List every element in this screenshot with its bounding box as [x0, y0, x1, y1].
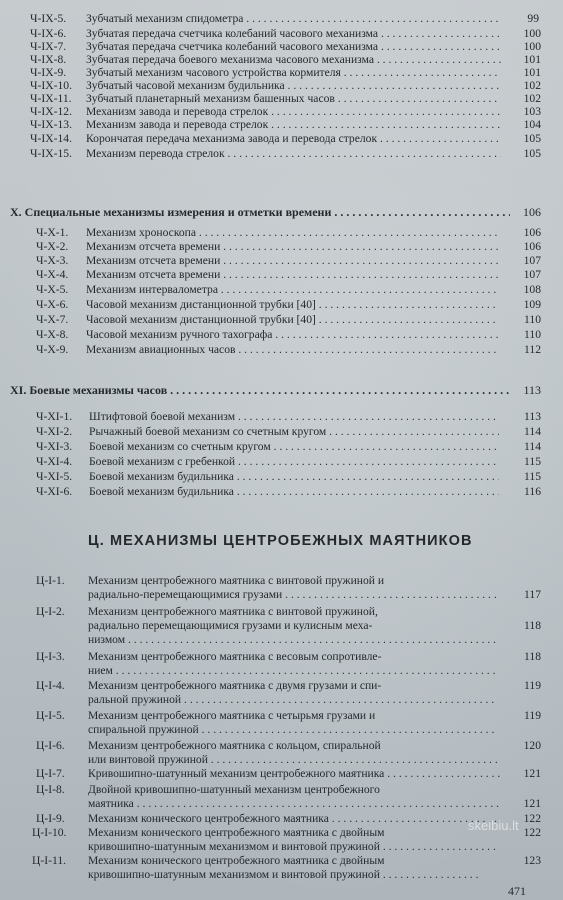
chapter-heading: Ц. МЕХАНИЗМЫ ЦЕНТРОБЕЖНЫХ МАЯТНИКОВ [88, 533, 473, 549]
toc-entry: Ч-IX-11. Зубчатый планетарный механизм башенных часов . . . 102 [0, 92, 563, 106]
toc-entry-continuation: кривошипно-шатунным механизмом и винтовой пружиной . . . [0, 868, 563, 882]
toc-entry: Ц-I-7. Кривошипно-шатунный механизм центробежного маятника . . . 121 [0, 767, 563, 781]
toc-entry: Ч-IX-12. Механизм завода и перевода стрелок . . . 103 [0, 105, 563, 119]
toc-entry: Ч-X-3. Механизм отсчета времени . . . 107 [0, 254, 563, 268]
toc-entry: Ц-I-9. Механизм конического центробежного маятника . . . 122 [0, 812, 563, 826]
toc-entry: Ч-X-2. Механизм отсчета времени . . . 106 [0, 240, 563, 254]
toc-entry-continuation: кривошипно-шатунным механизмом и винтовой пружиной . . . [0, 840, 563, 854]
section-xi-heading: XI. Боевые механизмы часов . . . 113 [0, 382, 563, 398]
toc-entry: Ч-IX-5. Зубчатый механизм спидометра . . . 99 [0, 12, 563, 26]
toc-entry: Ц-I-10. Механизм конического центробежного маятника с двойным 122 [32, 826, 541, 839]
toc-entry: Ч-XI-4. Боевой механизм с гребенкой . . . 115 [0, 455, 563, 469]
toc-entry-continuation: маятника . . . 121 [0, 797, 563, 811]
toc-entry: Ч-IX-10. Зубчатый часовой механизм будильника . . . 102 [0, 79, 563, 93]
watermark: skelbiu.lt [468, 818, 519, 833]
page-number: 471 [508, 884, 526, 898]
toc-entry: Ч-IX-13. Механизм завода и перевода стрелок . . . 104 [0, 118, 563, 132]
toc-entry: Ц-I-3. Механизм центробежного маятника с весовым сопротивле- 118 [36, 650, 541, 663]
toc-entry: Ч-X-5. Механизм интервалометра . . . 108 [0, 283, 563, 297]
toc-entry-continuation: радиально-перемещающимися грузами . . . 117 [0, 588, 563, 602]
toc-entry: Ч-IX-9. Зубчатый механизм часового устройства кормителя . . . 101 [0, 66, 563, 80]
toc-entry: Ц-I-6. Механизм центробежного маятника с кольцом, спиральной 120 [36, 739, 541, 752]
toc-entry-continuation: ральной пружиной . . . [0, 693, 563, 707]
toc-entry: Ч-X-4. Механизм отсчета времени . . . 107 [0, 268, 563, 282]
toc-entry: Ч-XI-5. Боевой механизм будильника . . . 115 [0, 470, 563, 484]
toc-entry: Ч-IX-7. Зубчатая передача счетчика колебаний часового механизма . . . 100 [0, 40, 563, 54]
toc-entry-continuation: радиально перемещающимися грузами и кулисным меха- 118 [88, 619, 541, 632]
section-x-heading: X. Специальные механизмы измерения и отметки времени . . . 106 [0, 204, 563, 220]
toc-entry: Ч-XI-3. Боевой механизм со счетным кругом . . . 114 [0, 440, 563, 454]
toc-entry: Ч-X-9. Механизм авиационных часов . . . 112 [0, 343, 563, 357]
toc-entry: Ч-IX-6. Зубчатая передача счетчика колебаний часового механизма . . . 100 [0, 27, 563, 41]
toc-entry-continuation: нием . . . [0, 664, 563, 678]
toc-entry: Ц-I-11. Механизм конического центробежного маятника с двойным 123 [32, 854, 541, 867]
toc-entry: Ч-X-1. Механизм хроноскопа . . . 106 [0, 226, 563, 240]
toc-entry: Ц-I-5. Механизм центробежного маятника с четырьмя грузами и 119 [36, 709, 541, 722]
toc-entry: Ч-X-8. Часовой механизм ручного тахографа . . . 110 [0, 328, 563, 342]
toc-entry: Ц-I-4. Механизм центробежного маятника с двумя грузами и спи- 119 [36, 679, 541, 692]
toc-entry-continuation: спиральной пружиной . . . [0, 723, 563, 737]
toc-entry: Ч-IX-8. Зубчатая передача боевого механизма часового механизма . . . 101 [0, 53, 563, 67]
toc-entry-continuation: или винтовой пружиной . . . [0, 753, 563, 767]
toc-entry: Ч-XI-6. Боевой механизм будильника . . . 116 [0, 485, 563, 499]
toc-entry: Ч-IX-14. Корончатая передача механизма завода и перевода стрелок . . . 105 [0, 132, 563, 146]
toc-entry: Ч-XI-2. Рычажный боевой механизм со счетным кругом . . . 114 [0, 425, 563, 439]
toc-entry: Ч-IX-15. Механизм перевода стрелок . . . 105 [0, 147, 563, 161]
toc-entry: Ц-I-1. Механизм центробежного маятника с винтовой пружиной и [36, 574, 385, 587]
toc-entry: Ц-I-2. Механизм центробежного маятника с винтовой пружиной, [36, 605, 378, 618]
toc-entry: Ч-X-6. Часовой механизм дистанционной трубки [40] . . . 109 [0, 298, 563, 312]
toc-entry: Ч-X-7. Часовой механизм дистанционной трубки [40] . . . 110 [0, 313, 563, 327]
toc-entry: Ч-XI-1. Штифтовой боевой механизм . . . 113 [0, 410, 563, 424]
toc-entry: Ц-I-8. Двойной кривошипно-шатунный механизм центробежного [36, 783, 380, 796]
toc-entry-continuation: низмом . . . [0, 633, 563, 647]
